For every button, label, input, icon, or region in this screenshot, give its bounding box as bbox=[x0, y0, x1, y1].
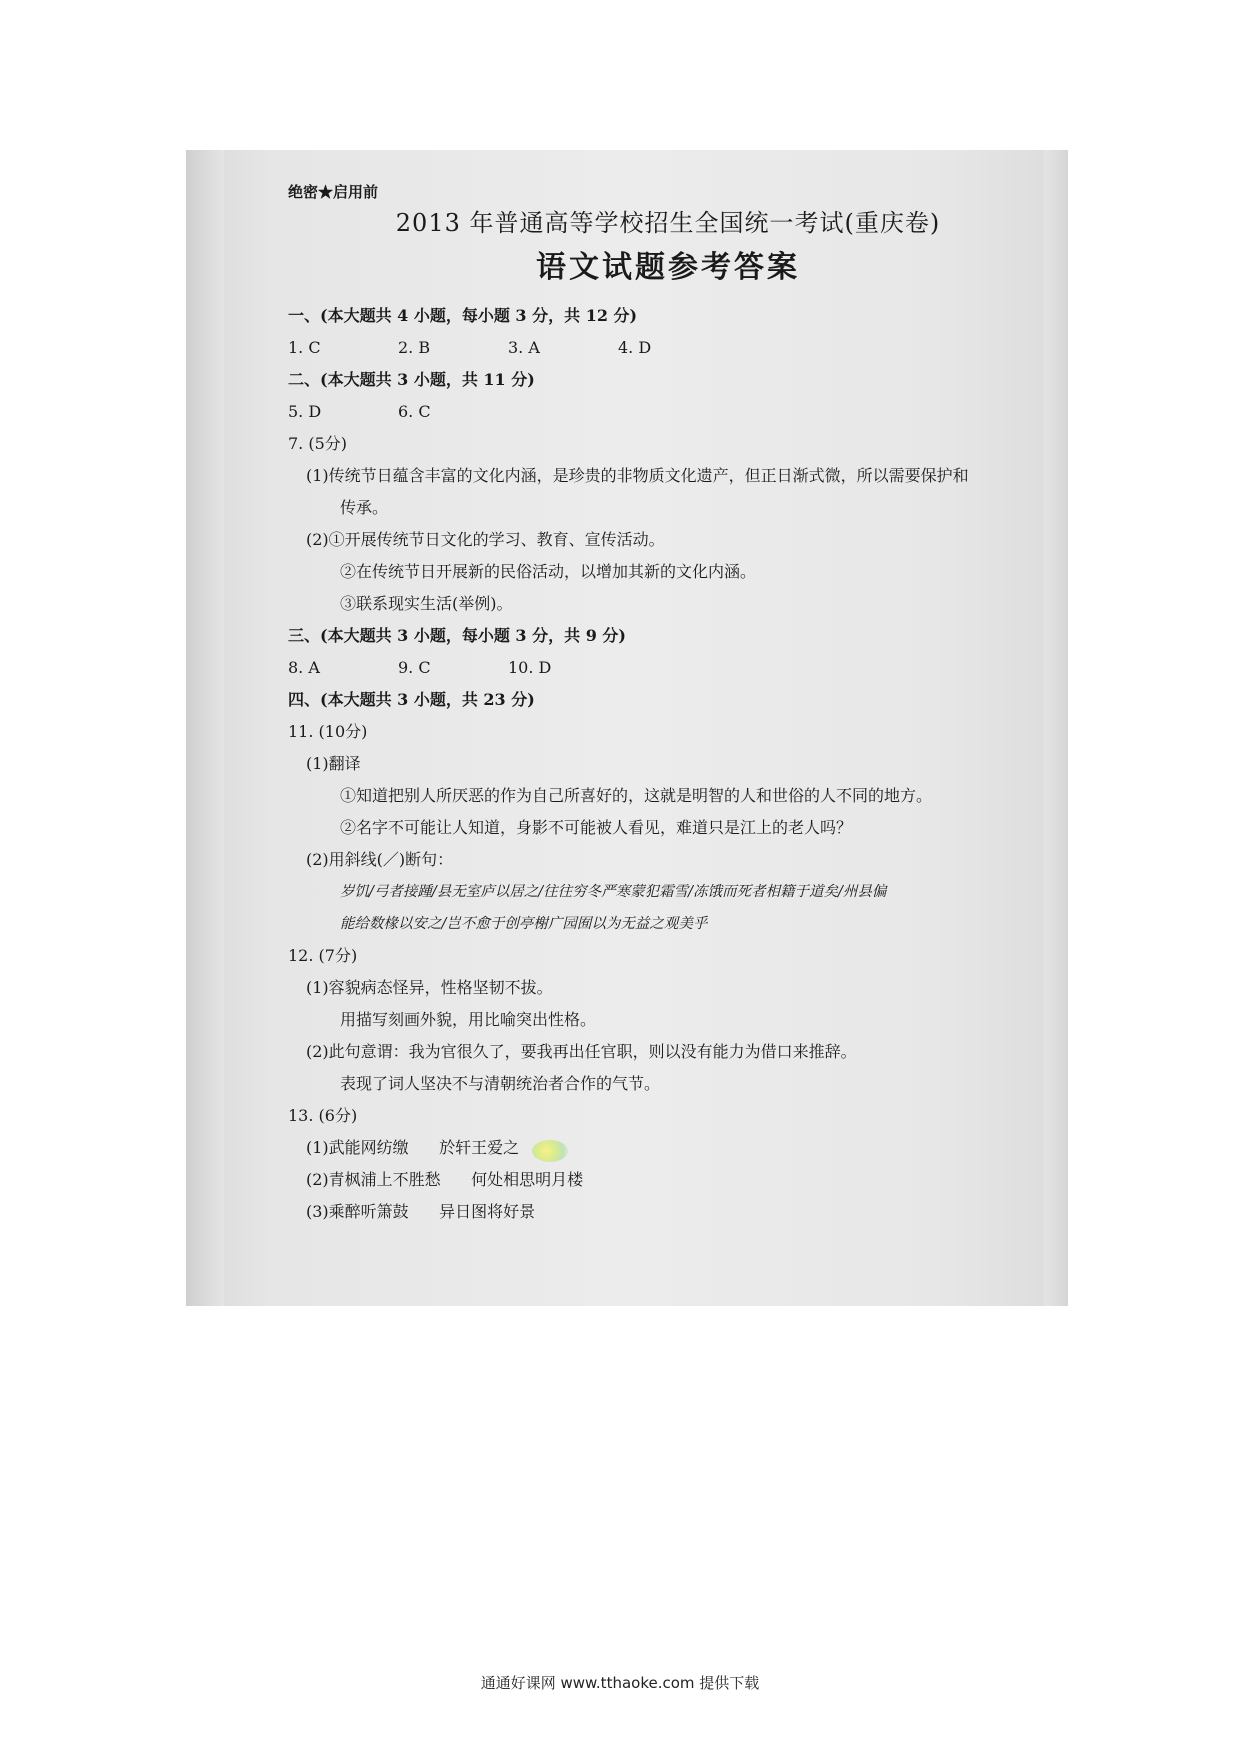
answer-2: 2. B bbox=[398, 338, 431, 357]
q12-label: 12. (7分) bbox=[288, 946, 358, 965]
section4-heading: 四、(本大题共 3 小题，共 23 分) bbox=[288, 690, 535, 709]
answer-3: 3. A bbox=[508, 338, 540, 357]
q13-label: 13. (6分) bbox=[288, 1106, 358, 1125]
footer-download-note: 通通好课网 www.tthaoke.com 提供下载 bbox=[480, 1674, 760, 1692]
photographed-page bbox=[186, 150, 1068, 1306]
q12-answer-1: (1)容貌病态怪异，性格坚韧不拔。 bbox=[306, 978, 553, 997]
answer-4: 4. D bbox=[618, 338, 652, 357]
answer-8: 8. A bbox=[288, 658, 320, 677]
q11-punctuation-label: (2)用斜线(／)断句： bbox=[306, 850, 454, 869]
answer-9: 9. C bbox=[398, 658, 431, 677]
section3-answers bbox=[288, 652, 1048, 684]
q11-translation-1: ①知道把别人所厌恶的作为自己所喜好的，这就是明智的人和世俗的人不同的地方。 bbox=[340, 786, 933, 805]
q7-answer-2-2: ②在传统节日开展新的民俗活动，以增加其新的文化内涵。 bbox=[340, 562, 757, 581]
q11-punctuation-line-1: 岁饥/弓者接踵/县无室庐以居之/往往穷冬严寒蒙犯霜雪/冻饿而死者相籍于道矣/州县偏 bbox=[340, 884, 887, 900]
section1-answers bbox=[288, 332, 1048, 364]
confidential-label: 绝密★启用前 bbox=[288, 183, 379, 201]
q12-answer-2: (2)此句意谓：我为官很久了，要我再出任官职，则以没有能力为借口来推辞。 bbox=[306, 1042, 857, 1061]
q7-answer-2-1: (2)①开展传统节日文化的学习、教育、宣传活动。 bbox=[306, 530, 665, 549]
answer-5: 5. D bbox=[288, 402, 322, 421]
q7-answer-1b: 传承。 bbox=[340, 498, 389, 517]
section3-heading: 三、(本大题共 3 小题，每小题 3 分，共 9 分) bbox=[288, 626, 626, 645]
q11-translation-label: (1)翻译 bbox=[306, 754, 361, 773]
document-title: 语文试题参考答案 bbox=[536, 250, 800, 285]
q12-answer-2b: 表现了词人坚决不与清朝统治者合作的气节。 bbox=[340, 1074, 661, 1093]
answer-10: 10. D bbox=[508, 658, 552, 677]
q13-answer-1: (1)武能网纺缴 於轩王爱之 bbox=[306, 1138, 520, 1157]
q7-answer-2-3: ③联系现实生活(举例)。 bbox=[340, 594, 513, 613]
q12-answer-1b: 用描写刻画外貌，用比喻突出性格。 bbox=[340, 1010, 597, 1029]
section2-heading: 二、(本大题共 3 小题，共 11 分) bbox=[288, 370, 535, 389]
page-shadow-left bbox=[186, 150, 224, 1306]
q11-label: 11. (10分) bbox=[288, 722, 368, 741]
section2-answers bbox=[288, 396, 1048, 428]
answer-6: 6. C bbox=[398, 402, 431, 421]
exam-title: 2013 年普通高等学校招生全国统一考试(重庆卷) bbox=[395, 209, 941, 237]
q13-answer-2: (2)青枫浦上不胜愁 何处相思明月楼 bbox=[306, 1170, 584, 1189]
light-glare bbox=[532, 1140, 568, 1162]
q11-punctuation-line-2: 能给数椽以安之/岂不愈于创亭榭广园囿以为无益之观美乎 bbox=[340, 916, 708, 932]
q7-label: 7. (5分) bbox=[288, 434, 348, 453]
q11-translation-2: ②名字不可能让人知道，身影不可能被人看见，难道只是江上的老人吗？ bbox=[340, 818, 853, 837]
q13-answer-3: (3)乘醉听箫鼓 异日图将好景 bbox=[306, 1202, 536, 1221]
section1-heading: 一、(本大题共 4 小题，每小题 3 分，共 12 分) bbox=[288, 306, 638, 325]
q7-answer-1a: (1)传统节日蕴含丰富的文化内涵，是珍贵的非物质文化遗产，但正日渐式微，所以需要保护和 bbox=[306, 466, 969, 485]
answer-sheet bbox=[288, 180, 1048, 1228]
answer-1: 1. C bbox=[288, 338, 321, 357]
